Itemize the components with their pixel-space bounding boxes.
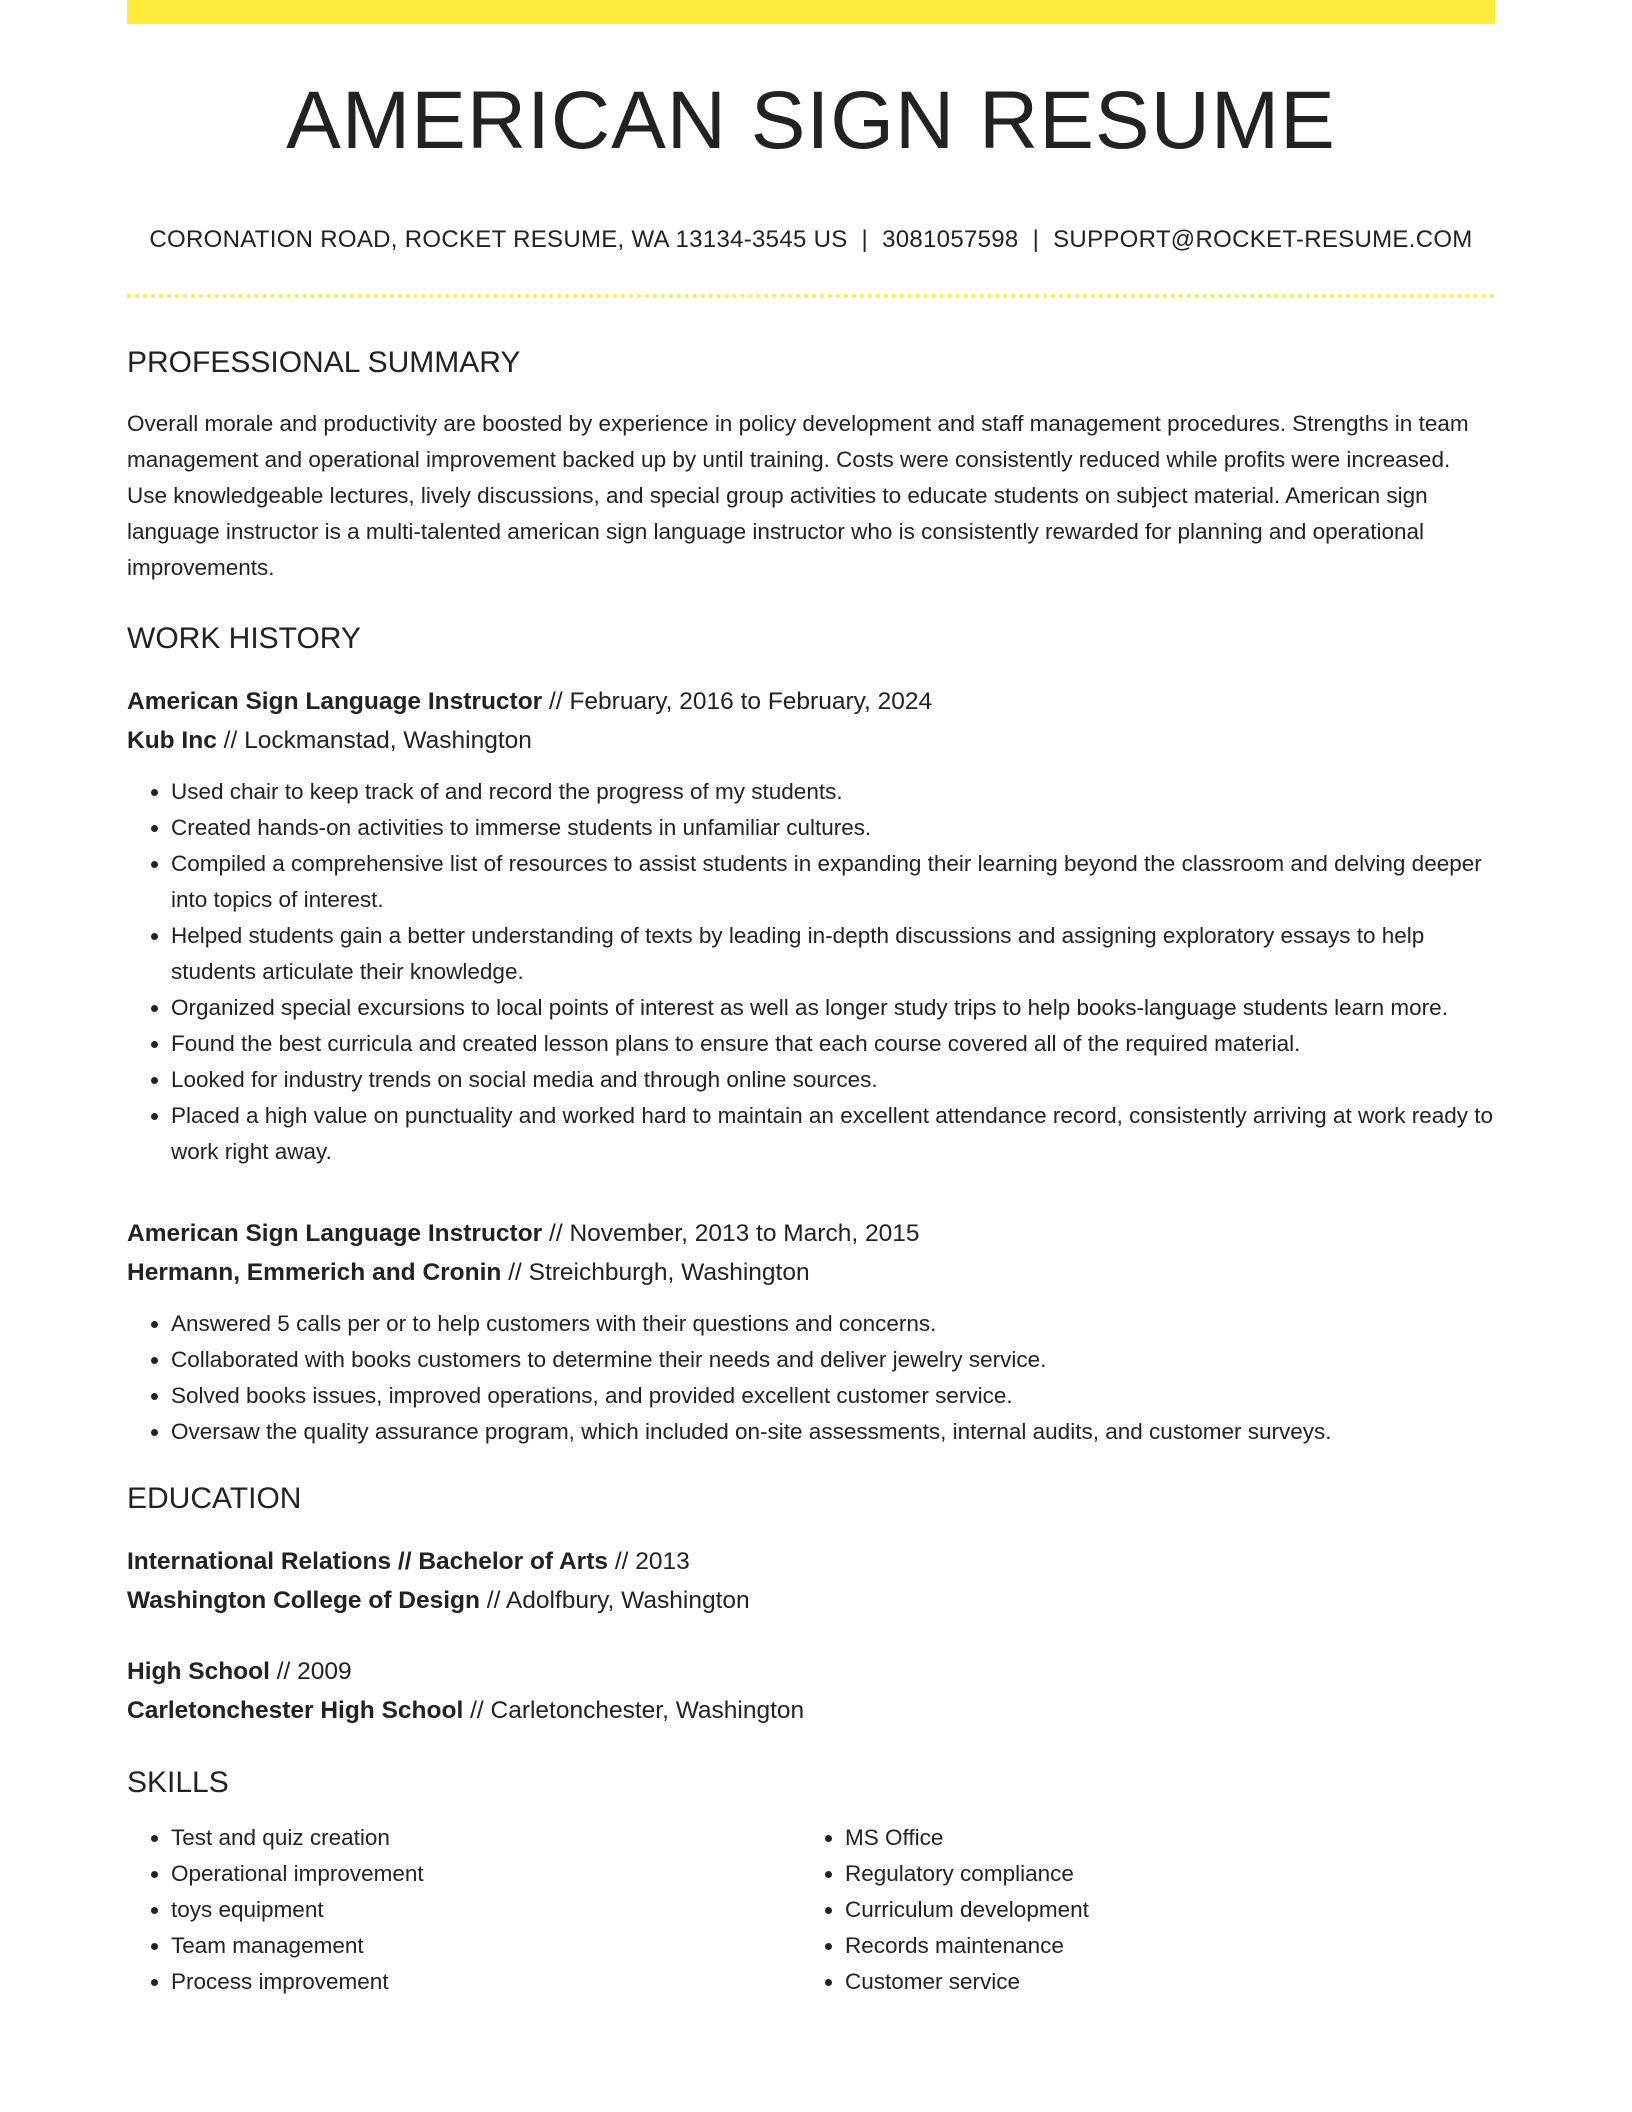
summary-text: Overall morale and productivity are boosted by experience in policy development and staff management procedures. Strengths in team management and operational improvement backed up by until training. Costs were consistently reduced while profits were increased. Use knowledgeable lectures, lively discussions, and special group activities to educate students on subject material. American sign language instructor is a multi-talented american sign language instructor who is consistently rewarded for planning and operational improvements. (127, 411, 1469, 580)
degree-line (127, 1542, 1495, 1581)
contact-line (127, 226, 1495, 254)
duty-item: • Placed a high value on punctuality and worked hard to maintain an excellent attendance record, consistently arriving at work ready to work right away. (171, 1098, 1495, 1170)
accent-bar (127, 0, 1495, 24)
duty-item: • Helped students gain a better understanding of texts by leading in-depth discussions and assigning exploratory essays to help students articulate their knowledge. (171, 918, 1495, 990)
contact-phone: 3081057598 (882, 226, 1019, 253)
degree-line (127, 1652, 1495, 1691)
duty-item: • Used chair to keep track of and record the progress of my students. (171, 774, 1495, 810)
skills-columns (127, 1820, 1495, 2000)
duty-item: • Answered 5 calls per or to help customers with their questions and concerns. (171, 1306, 1495, 1342)
skill-item: • Records maintenance (845, 1928, 1475, 1964)
job-dates: // November, 2013 to March, 2015 (549, 1220, 920, 1247)
job-duties (127, 1306, 1495, 1450)
skill-item: • Process improvement (171, 1964, 801, 2000)
skill-item: • Test and quiz creation (171, 1820, 801, 1856)
job-entry (127, 682, 1495, 1170)
skill-item: • Team management (171, 1928, 801, 1964)
duty-item: • Looked for industry trends on social media and through online sources. (171, 1062, 1495, 1098)
education-heading: EDUCATION (127, 1482, 302, 1515)
job-location: // Lockmanstad, Washington (223, 727, 532, 754)
job-title-line (127, 682, 1495, 721)
contact-email: SUPPORT@ROCKET-RESUME.COM (1053, 226, 1473, 253)
duty-item: • Compiled a comprehensive list of resources to assist students in expanding their learning beyond the classroom and delving deeper into topics of interest. (171, 846, 1495, 918)
contact-separator: | (861, 226, 869, 253)
education-entry (127, 1652, 1495, 1730)
job-duties (127, 774, 1495, 1170)
skill-item: • Curriculum development (845, 1892, 1475, 1928)
job-role: American Sign Language Instructor (127, 688, 543, 715)
job-company-line (127, 1253, 1495, 1292)
duty-item: • Created hands-on activities to immerse students in unfamiliar cultures. (171, 810, 1495, 846)
graduation-year: // 2009 (276, 1658, 352, 1685)
job-title-line (127, 1214, 1495, 1253)
contact-address: CORONATION ROAD, ROCKET RESUME, WA 13134-3545 US (149, 226, 848, 253)
school-location: // Adolfbury, Washington (486, 1587, 750, 1614)
dotted-divider (127, 294, 1495, 298)
skill-item: • Regulatory compliance (845, 1856, 1475, 1892)
skills-list-right (801, 1820, 1475, 2000)
contact-separator: | (1032, 226, 1040, 253)
resume-page (127, 0, 1495, 2000)
skill-item: • MS Office (845, 1820, 1475, 1856)
school-line (127, 1691, 1495, 1730)
skill-item: • toys equipment (171, 1892, 801, 1928)
job-entry (127, 1214, 1495, 1450)
duty-item: • Found the best curricula and created lesson plans to ensure that each course covered all of the required material. (171, 1026, 1495, 1062)
job-company: Hermann, Emmerich and Cronin (127, 1259, 502, 1286)
duty-item: • Organized special excursions to local points of interest as well as longer study trips to help books-language students learn more. (171, 990, 1495, 1026)
skills-list-left (127, 1820, 801, 2000)
resume-name: AMERICAN SIGN RESUME (286, 75, 1336, 166)
work-history-heading: WORK HISTORY (127, 622, 361, 655)
graduation-year: // 2013 (614, 1548, 690, 1575)
duty-item: • Solved books issues, improved operations, and provided excellent customer service. (171, 1378, 1495, 1414)
job-company: Kub Inc (127, 727, 217, 754)
skills-heading: SKILLS (127, 1766, 229, 1799)
duty-item: • Collaborated with books customers to determine their needs and deliver jewelry service. (171, 1342, 1495, 1378)
skill-item: • Customer service (845, 1964, 1475, 2000)
school-line (127, 1581, 1495, 1620)
school-name: Carletonchester High School (127, 1697, 464, 1724)
job-role: American Sign Language Instructor (127, 1220, 543, 1247)
degree: International Relations // Bachelor of Arts (127, 1548, 609, 1575)
summary-heading: PROFESSIONAL SUMMARY (127, 346, 521, 379)
school-location: // Carletonchester, Washington (470, 1697, 805, 1724)
duty-item: • Oversaw the quality assurance program, which included on-site assessments, internal audits, and customer surveys. (171, 1414, 1495, 1450)
job-dates: // February, 2016 to February, 2024 (549, 688, 933, 715)
job-company-line (127, 721, 1495, 760)
education-entry (127, 1542, 1495, 1620)
job-location: // Streichburgh, Washington (508, 1259, 810, 1286)
degree: High School (127, 1658, 270, 1685)
skill-item: • Operational improvement (171, 1856, 801, 1892)
school-name: Washington College of Design (127, 1587, 480, 1614)
